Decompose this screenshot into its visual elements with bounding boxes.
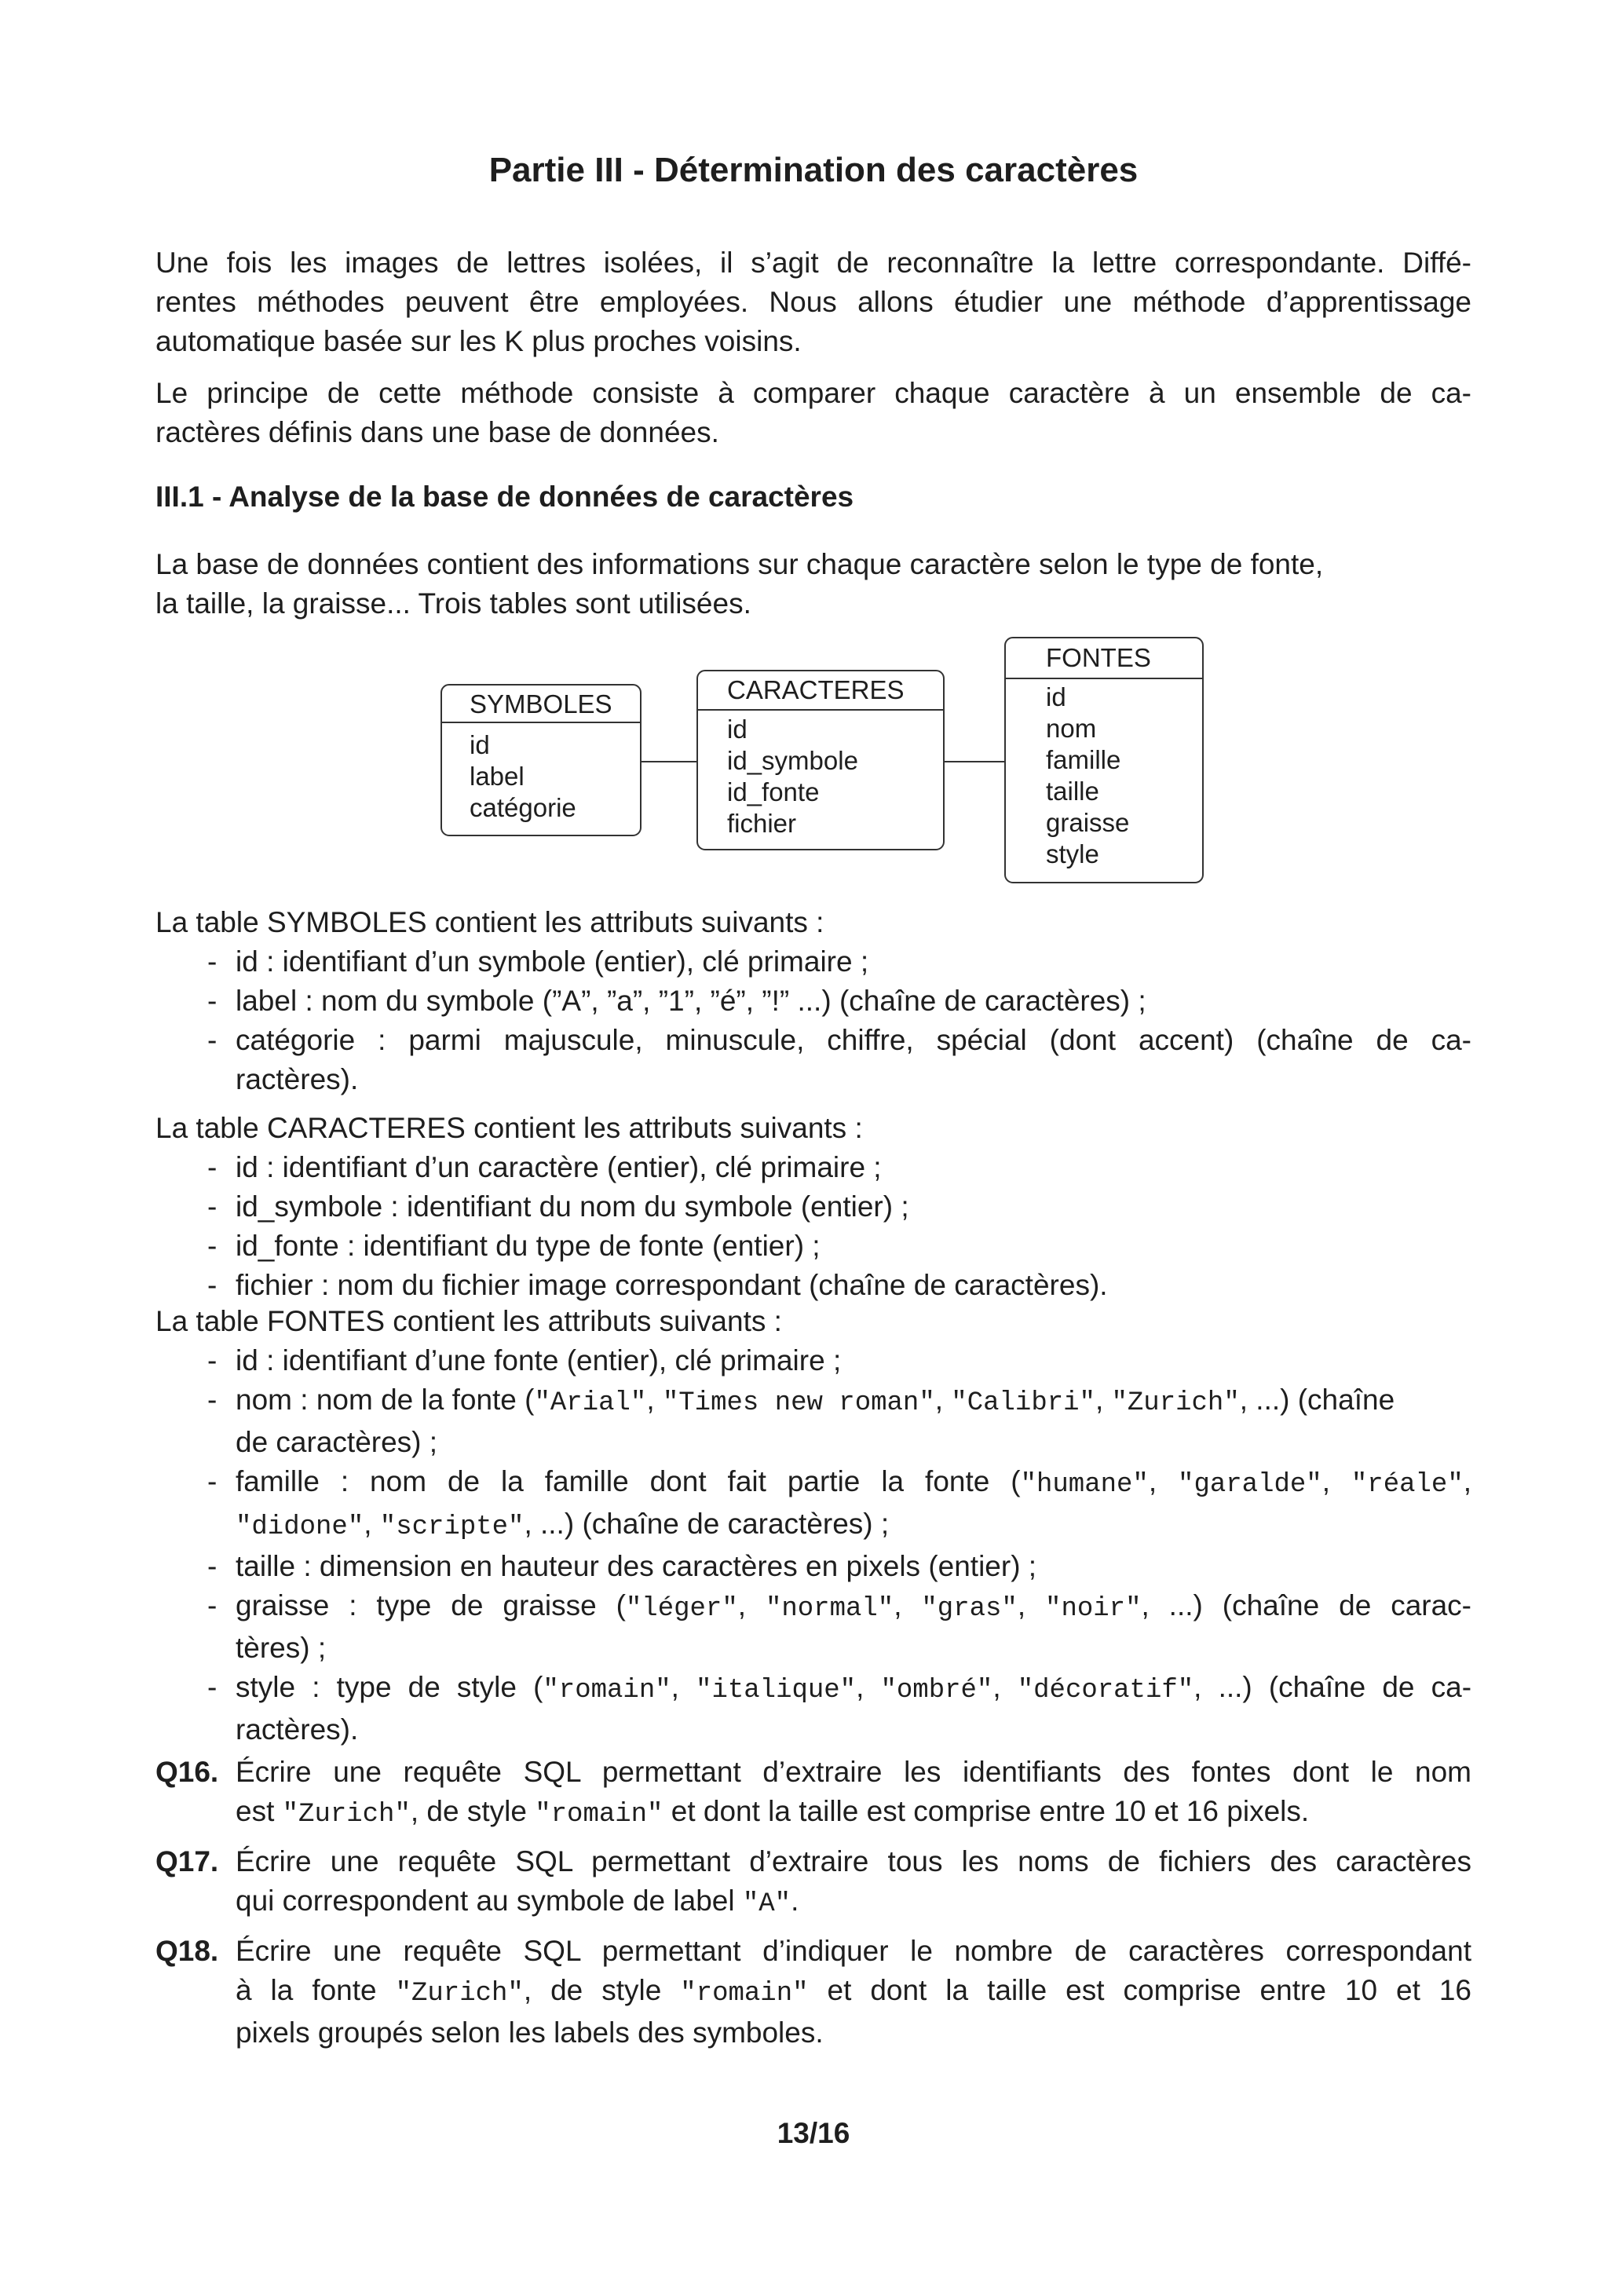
section-paragraph: La base de données contient des informations sur chaque caractère selon le type de fonte, la taille, la graisse... Trois tables sont utilisées. bbox=[155, 548, 1324, 620]
table-fontes-field: graisse bbox=[1046, 808, 1130, 837]
list-item: - style : type de style ("romain", "italique", "ombré", "décoratif", ...) (chaîne de ca- ractères). bbox=[207, 1671, 1472, 1746]
question-number: Q18. bbox=[155, 1935, 219, 1967]
list-item: - label : nom du symbole (”A”, ”a”, ”1”, ”é”, ”!” ...) (chaîne de caractères) ; bbox=[207, 985, 1146, 1017]
caracteres-intro: La table CARACTERES contient les attributs suivants : bbox=[155, 1112, 863, 1144]
table-fontes-field: nom bbox=[1046, 714, 1097, 743]
list-item: - graisse : type de graisse ("léger", "normal", "gras", "noir", ...) (chaîne de carac- tères) ; bbox=[207, 1589, 1472, 1664]
table-fontes-field: style bbox=[1046, 839, 1099, 868]
table-fontes-field: id bbox=[1046, 682, 1066, 711]
list-item: - id : identifiant d’une fonte (entier), clé primaire ; bbox=[207, 1344, 842, 1377]
table-caracteres-field: id bbox=[727, 715, 748, 744]
symboles-intro: La table SYMBOLES contient les attributs suivants : bbox=[155, 906, 824, 938]
table-caracteres-field: id_symbole bbox=[727, 746, 858, 775]
list-item: - id_symbole : identifiant du nom du symbole (entier) ; bbox=[207, 1190, 909, 1223]
fontes-attribute-list bbox=[155, 1341, 1471, 1749]
list-item: - nom : nom de la fonte ("Arial", "Times new roman", "Calibri", "Zurich", ...) (chaîne de caractères) ; bbox=[207, 1384, 1395, 1458]
list-item: - id : identifiant d’un symbole (entier), clé primaire ; bbox=[207, 945, 869, 978]
table-symboles-field: label bbox=[470, 762, 525, 791]
table-fontes-name: FONTES bbox=[1046, 643, 1151, 672]
page-number: 13/16 bbox=[777, 2117, 850, 2149]
database-schema-diagram bbox=[155, 628, 1471, 895]
caracteres-attribute-list bbox=[155, 1148, 1471, 1305]
table-fontes bbox=[1005, 638, 1203, 883]
list-item: - id_fonte : identifiant du type de fonte (entier) ; bbox=[207, 1230, 821, 1262]
question-q16: Q16. Écrire une requête SQL permettant d’extraire les identifiants des fontes dont le nom est "Zurich", de style "romain" et dont la taille est comprise entre 10 et 16 pixels. bbox=[155, 1753, 1471, 1834]
table-fontes-field: taille bbox=[1046, 777, 1099, 806]
list-item: - fichier : nom du fichier image correspondant (chaîne de caractères). bbox=[207, 1269, 1108, 1301]
table-symboles-field: catégorie bbox=[470, 793, 576, 822]
intro-paragraph-1: Une fois les images de lettres isolées, il s’agit de reconnaître la lettre correspondante. Diffé- rentes méthodes peuvent être employées. Nous allons étudier une méthode d’apprentissage automatique basée sur les K plus proches voisins. bbox=[155, 247, 1471, 357]
intro-paragraph-2: Le principe de cette méthode consiste à comparer chaque caractère à un ensemble de ca- ractères définis dans une base de données. bbox=[155, 377, 1471, 448]
list-item: - famille : nom de la famille dont fait partie la fonte ("humane", "garalde", "réale", "didone", "scripte", ...) (chaîne de caractères) ; bbox=[207, 1465, 1472, 1542]
table-symboles-field: id bbox=[470, 730, 490, 759]
table-caracteres bbox=[697, 671, 944, 850]
table-caracteres-name: CARACTERES bbox=[727, 675, 905, 704]
table-caracteres-field: fichier bbox=[727, 809, 797, 838]
table-symboles bbox=[441, 685, 641, 835]
list-item: - taille : dimension en hauteur des caractères en pixels (entier) ; bbox=[207, 1550, 1037, 1582]
symboles-attribute-list bbox=[155, 942, 1471, 1099]
table-symboles-name: SYMBOLES bbox=[470, 689, 612, 718]
list-item: - id : identifiant d’un caractère (entier), clé primaire ; bbox=[207, 1151, 882, 1183]
question-number: Q17. bbox=[155, 1845, 219, 1877]
section-heading: III.1 - Analyse de la base de données de caractères bbox=[155, 481, 854, 513]
table-caracteres-field: id_fonte bbox=[727, 777, 820, 806]
question-number: Q16. bbox=[155, 1756, 219, 1788]
fontes-intro: La table FONTES contient les attributs suivants : bbox=[155, 1305, 782, 1337]
page-title: Partie III - Détermination des caractères bbox=[488, 151, 1139, 189]
table-fontes-field: famille bbox=[1046, 745, 1121, 774]
question-q17: Q17. Écrire une requête SQL permettant d’extraire tous les noms de fichiers des caractères qui correspondent au symbole de label "A". bbox=[155, 1842, 1471, 1924]
question-q18: Q18. Écrire une requête SQL permettant d’indiquer le nombre de caractères correspondant à la fonte "Zurich", de style "romain" et dont la taille est comprise entre 10 et 16 pixels groupés selon les labels des symboles. bbox=[155, 1932, 1471, 2053]
list-item: - catégorie : parmi majuscule, minuscule, chiffre, spécial (dont accent) (chaîne de ca- ractères). bbox=[207, 1024, 1471, 1095]
